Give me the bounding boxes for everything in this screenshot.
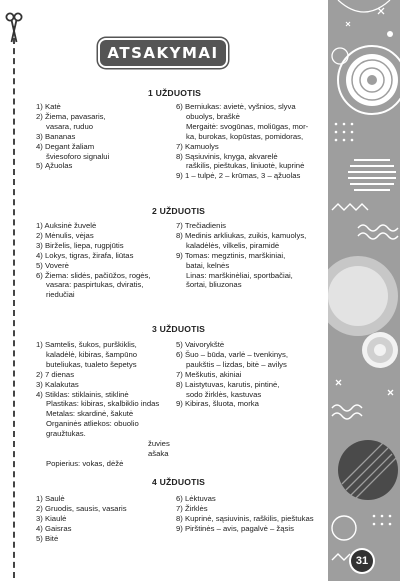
answer-line: raškilis, pieštukas, liniuotė, kuprinė	[186, 161, 305, 171]
answer-line: batai, kelnės	[186, 260, 230, 270]
section-3-right-column	[176, 340, 336, 409]
answer-line: Organinės atliekos: obuolio graužtukas.	[46, 419, 139, 439]
answer-line: 3) Kalakutas	[36, 379, 79, 389]
answer-line: Mergaitė: svogūnas, moliūgas, mor-	[186, 121, 309, 131]
answer-line: 7) Meškutis, akiniai	[176, 369, 242, 379]
answer-line: 9) 1 – tulpė, 2 – krūmas, 3 – ąžuolas	[176, 171, 301, 181]
cut-line	[13, 38, 15, 578]
page-title: ATSAKYMAI	[107, 44, 219, 62]
answer-line: 1) Saulė	[36, 494, 65, 503]
answer-line: 4) Gaisras	[36, 523, 72, 533]
section-heading-3: 3 UŽDUOTIS	[152, 324, 206, 334]
answer-line: ka, burokas, kopūstas, pomidoras,	[186, 131, 304, 141]
answer-line: 9) Tomas: megztinis, marškiniai,	[176, 250, 286, 260]
section-3-left-column	[36, 340, 176, 469]
section-2-right-column	[176, 221, 336, 290]
answer-line: 9) Pirštinės – avis, pagalvė – žąsis	[176, 523, 294, 533]
answer-line: 3) Kiaulė	[36, 513, 67, 523]
section-heading-2: 2 UŽDUOTIS	[152, 206, 206, 216]
answer-line: 1) Katė	[36, 102, 61, 111]
answer-line: Linas: marškinėliai, sportbačiai,	[186, 270, 293, 280]
answer-line: 9) Kibiras, šluota, morka	[176, 399, 259, 409]
section-4-left-column	[36, 494, 171, 544]
section-heading-4: 4 UŽDUOTIS	[152, 477, 206, 487]
section-4-right-column	[176, 494, 336, 534]
answer-line: Popierius: vokas, dėžė	[46, 458, 124, 468]
answer-line: 3) Birželis, liepa, rugpjūtis	[36, 240, 124, 250]
answer-line: šviesoforo signalui	[46, 151, 110, 161]
answer-line: buteliukas, tualeto šepetys	[46, 359, 137, 369]
page-number: 31	[351, 550, 373, 572]
answer-line: 1) Samtelis, šukos, purškiklis,	[36, 340, 137, 349]
answer-line: 4) Degant žaliam	[36, 141, 95, 151]
answer-line: 2) Mėnulis, vėjas	[36, 230, 94, 240]
answer-line: obuolys, braškė	[186, 111, 240, 121]
answer-line: žuvies ašaka	[148, 439, 170, 458]
section-1-left-column	[36, 102, 171, 171]
answer-line: vasara: paspirtukas, dviratis,	[46, 280, 144, 290]
answer-line: 8) Laistytuvas, karutis, pintinė,	[176, 379, 280, 389]
answer-line: kaladėlės, vilkelis, piramidė	[186, 240, 280, 250]
answer-line: 5) Vaivorykštė	[176, 340, 225, 349]
answer-line: 6) Šuo – būda, varlė – tvenkinys,	[176, 349, 288, 359]
decorative-strip	[328, 0, 400, 581]
answer-line: 1) Auksinė žuvelė	[36, 221, 97, 230]
answer-line: 8) Sąsiuvinis, knyga, akvarelė	[176, 151, 278, 161]
answer-line: Plastikas: kibiras, skalbiklio indas	[46, 399, 160, 409]
answer-line: 3) Bananas	[36, 131, 76, 141]
title-banner	[100, 40, 226, 66]
answer-line: 6) Žiema: slidės, pačiūžos, rogės,	[36, 270, 151, 280]
answer-line: 8) Medinis arkliukas, zuikis, kamuolys,	[176, 230, 307, 240]
answer-line: šortai, bliuzonas	[186, 280, 242, 290]
answer-line: 2) Žiema, pavasaris,	[36, 111, 106, 121]
answer-line: 6) Lėktuvas	[176, 494, 216, 503]
answer-line: 7) Trečiadienis	[176, 221, 226, 230]
answer-line: 5) Ąžuolas	[36, 161, 73, 171]
answer-line: 8) Kuprinė, sąsiuvinis, raškilis, pieštukas	[176, 513, 314, 523]
answer-line: sodo žirklės, kastuvas	[186, 389, 262, 399]
answer-line: Metalas: skardinė, šakutė	[46, 409, 134, 419]
answer-line: 7) Kamuolys	[176, 141, 219, 151]
answer-line: 2) 7 dienas	[36, 369, 75, 379]
answer-line: 4) Lokys, tigras, žirafa, liūtas	[36, 250, 134, 260]
answer-line: 5) Bitė	[36, 533, 59, 543]
section-2-left-column	[36, 221, 171, 300]
answer-line: 2) Gruodis, sausis, vasaris	[36, 503, 127, 513]
answer-line: 6) Berniukas: avietė, vyšnios, slyva	[176, 102, 296, 111]
section-1-right-column	[176, 102, 336, 181]
answer-line: 4) Stiklas: stiklainis, stiklinė	[36, 389, 129, 399]
answer-line: 7) Žirklės	[176, 503, 208, 513]
answer-line: kaladėlė, kibiras, šampūno	[46, 349, 138, 359]
answer-line: paukštis – lizdas, bitė – avilys	[186, 359, 287, 369]
answer-line: 5) Voverė	[36, 260, 69, 270]
answer-line: vasara, ruduo	[46, 121, 94, 131]
section-heading-1: 1 UŽDUOTIS	[148, 88, 202, 98]
answer-line: riedučiai	[46, 290, 75, 300]
